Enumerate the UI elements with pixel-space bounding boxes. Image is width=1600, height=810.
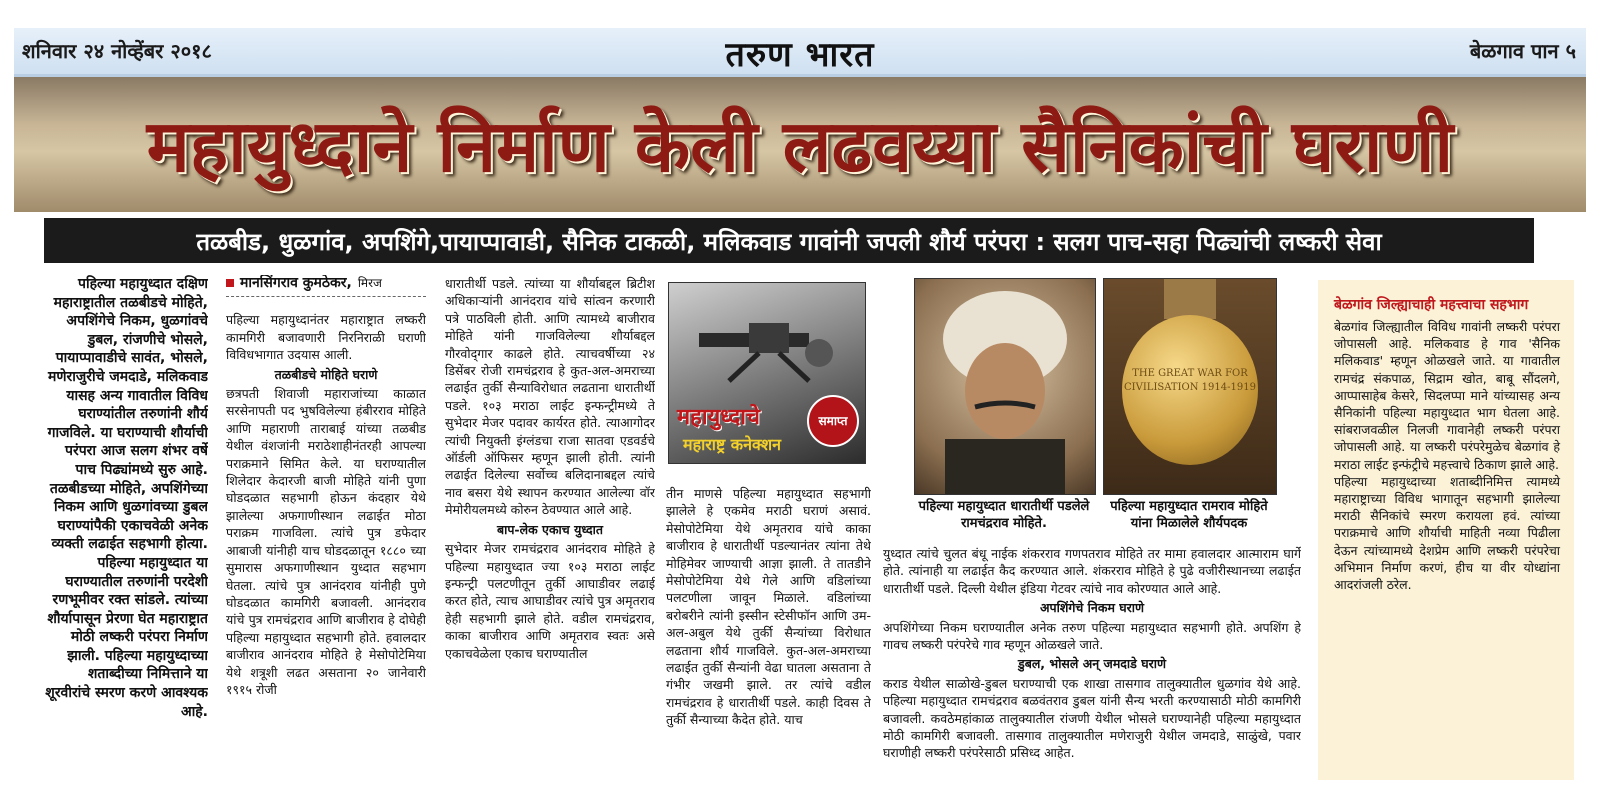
poster-title: महायुध्दाचे: [677, 405, 760, 430]
page-label: बेळगाव पान ५: [1469, 39, 1576, 63]
portrait-icon: [915, 279, 1095, 494]
medal-inscription: THE GREAT WAR FOR CIVILISATION 1914-1919: [1124, 368, 1256, 393]
section-subheading: बाप-लेक एकाच युध्दात: [496, 521, 604, 537]
article-paragraph: युध्दात त्यांचे चुलत बंधू नाईक शंकरराव गणपतराव मोहिते तर मामा हवालदार आत्माराम घार्गे होते. त्यांनाही या लढाईत कैद करण्यात आले. शंकरराव मोहिते हे पुढे वजीरीस्थानच्या लढाईत धारातीर्थी पडले. दिल्ली येथील इंडिया गेटवर त्यांचे नाव कोरण्यात आले आहे.: [883, 546, 1301, 596]
poster-badge: समाप्त: [807, 395, 859, 447]
section-subheading: तळबीडचे मोहिते घराणे: [274, 366, 378, 382]
portrait-photo: [914, 278, 1096, 495]
sidebar-body: [1318, 314, 1574, 593]
article-paragraph: पहिल्या महायुध्दानंतर महाराष्ट्रात लष्करी कामगिरी बजावणारी निरनिराळी घराणी विविधभागात उदयास आली.: [226, 312, 426, 363]
sidebar-title: बेळगांव जिल्ह्याचाही महत्त्वाचा सहभाग: [1334, 297, 1529, 313]
sidebar-paragraph: बेळगांव जिल्ह्यातील विविध गावांनी लष्करी परंपरा जोपासली आहे. मलिकवाड हे गाव 'सैनिक मलिकवाड' म्हणून ओळखले जाते. या गावातील रामचंद्र संकपाळ, सिद्राम खोत, बाबू सौंदलगे, आप्पासाहेब केसरे, सिदलप्पा माने यांच्यासह अन्य सैनिकांनी पहिल्या महायुध्दात भाग घेतला आहे. सांबराजवळील निलजी गावानेही लष्करी परंपरा जोपासली आहे. या लष्करी परंपरेमुळेच बेळगांव हे मराठा लाईट इन्फंट्रीचे महत्त्वाचे ठिकाण झाले आहे.: [1334, 319, 1560, 472]
masthead: [14, 28, 1586, 77]
subheadline: तळबीड, धुळगांव, अपशिंगे,पायाप्पावाडी, सैनिक टाकळी, मलिकवाड गावांनी जपली शौर्य परंपरा : सलग पाच-सहा पिढ्यांची लष्करी सेवा: [196, 228, 1382, 256]
subheadline-bar: [44, 218, 1534, 263]
article-paragraph: धारातीर्थी पडले. त्यांच्या या शौर्याबद्दल ब्रिटीश अधिकाऱ्यांनी आनंदराव यांचे सांत्वन करणारी पत्रे पाठविली होती. आणि त्यामध्ये बाजीराव मोहिते यांनी गाजविलेल्या शौर्याबद्दल गौरवोद्‌गार काढले होते. त्याचवर्षीच्या २४ डिसेंबर रोजी रामचंद्रराव हे कुत-अल-अमराच्या लढाईत तुर्की सैन्याविरोधात लढताना धारातीर्थी पडले. १०३ मराठा लाईट इन्फन्ट्रीमध्ये ते सुभेदार मेजर पदावर कार्यरत होते. त्याआगोदर त्यांची नियुक्ती इंग्लंडचा राजा सातवा एडवर्डचे ऑर्डली ऑफिसर म्हणून झाली होती. त्यांनी लढाईत दिलेल्या सर्वोच्च बलिदानाबद्दल त्यांचे नाव बसरा येथे स्थापन करण्यात आलेल्या वॉर मेमोरीयलमध्ये कोरुन ठेवण्यात आले आहे.: [445, 276, 655, 518]
bullet-icon: [226, 279, 234, 287]
intro-column: [40, 275, 208, 775]
medal-ribbon: [1164, 279, 1216, 319]
article-paragraph: छत्रपती शिवाजी महाराजांच्या काळात सरसेनापती पद भुषविलेल्या हंबीरराव मोहिते आणि महाराणी ताराबाई यांच्या तळबीड येथील वंशजांनी मराठेशाहीनंतरही आपल्या पराक्रमाने सिमित केले. या घराण्यातील शिलेदार केदारजी बाजी मोहिते यांनी पुणा घोडदळात सहभागी होऊन कंदहार येथे झालेल्या अफगाणीस्थान लढाईत मोठा पराक्रम गाजविला. त्यांचे पुत्र डफेदार आबाजी यांनीही याच घोडदळातून १८८० च्या सुमारास अफगाणीस्थान युध्दात सहभाग घेतला. त्यांचे पुत्र आनंदराव यांनीही पुणे घोडदळात कामगिरी बजावली. आनंदराव यांचे पुत्र रामचंद्रराव आणि बाजीराव हे दोघेही पहिल्या महायुध्दात सहभागी होते. हवालदार बाजीराव आनंदराव मोहिते हे मेसोपोटेमिया येथे शत्रूशी लढत असताना २० जानेवारी १९१५ रोजी: [226, 386, 426, 697]
byline-place: मिरज: [357, 276, 382, 290]
medal-caption: पहिल्या महायुध्दात रामराव मोहिते यांना मिळालेले शौर्यपदक: [1110, 499, 1268, 531]
headline-banner: [14, 77, 1586, 212]
intro-text: पहिल्या महायुध्दात दक्षिण महाराष्ट्रातील तळबीडचे मोहिते, अपशिंगेचे निकम, धुळगांवचे डुबल, रांजणीचे भोसले, पायाप्पावाडीचे सावंत, भोसले, मणेराजुरीचे जमदाडे, मलिकवाड यासह अन्य गावातील विविध घराण्यांतील तरुणांनी शौर्य गाजविले. या घराण्याची शौर्याची परंपरा आज सलग शंभर वर्षे पाच पिढ्यांमध्ये सुरु आहे. तळबीडच्या मोहिते, अपशिंगेच्या निकम आणि धुळगांवच्या डुबल घराण्यांपैकी एकाचवेळी अनेक व्यक्ती लढाईत सहभागी होत्या. पहिल्या महायुध्दात या घराण्यातील तरुणांनी परदेशी रणभूमीवर रक्त सांडले. त्यांच्या शौर्यापासून प्रेरणा घेत महाराष्ट्रात मोठी लष्करी परंपरा निर्माण झाली. पहिल्या महायुध्दाच्या शताब्दीच्या निमित्ताने या शूरवीरांचे स्मरण करणे आवश्यक आहे.: [45, 276, 208, 720]
newspaper-title: तरुण भारत: [725, 35, 875, 75]
section-subheading: डुबल, भोसले अन् जमदाडे घराणे: [1018, 656, 1166, 672]
byline-author: मानसिंगराव कुमठेकर,: [240, 275, 352, 291]
series-poster-image: [668, 282, 866, 464]
section-subheading: अपशिंगेचे निकम घराणे: [1039, 600, 1145, 616]
article-column-3: [666, 485, 871, 785]
machine-gun-icon: [689, 313, 839, 383]
medal-photo: [1103, 278, 1277, 495]
poster-subtitle: महाराष्ट्र कनेक्शन: [683, 435, 782, 454]
article-column-1: [226, 275, 426, 785]
article-paragraph: सुभेदार मेजर रामचंद्रराव आनंदराव मोहिते हे पहिल्या महायुध्दात ज्या १०३ मराठा लाईट इन्फन्ट्री पलटणीतून तुर्की आघाडीवर लढाई करत होते, त्याच आघाडीवर त्यांचे पुत्र अमृतराव हेही सहभागी झाले होते. वडील रामचंद्रराव, काका बाजीराव आणि अमृतराव स्वतः असे एकाचवेळेला एकाच घराण्यातील: [445, 541, 655, 661]
portrait-caption: पहिल्या महायुध्दात धारातीर्थी पडलेले रामचंद्रराव मोहिते.: [918, 499, 1090, 531]
issue-date: शनिवार २४ नोव्हेंबर २०१८: [22, 39, 212, 63]
article-paragraph: अपशिंगेच्या निकम घराण्यातील अनेक तरुण पहिल्या महायुध्दात सहभागी होते. अपशिंग हे गावच लष्करी परंपरेचे गाव म्हणून ओळखले जाते.: [883, 619, 1301, 653]
sidebar-box: [1318, 280, 1574, 780]
article-column-2: [445, 275, 655, 785]
sidebar-paragraph: पहिल्या महायुध्दाच्या शताब्दीनिमित्त त्यामध्ये महाराष्ट्राच्या विविध भागातून सहभागी झालेल्या मराठी सैनिकांचे स्मरण करायला हवं. त्यांच्या पराक्रमाचे आणि शौर्याची माहिती नव्या पिढीला देऊन त्यांच्यामध्ये देशप्रेम आणि लष्करी परंपरेचा अभिमान निर्माण करणं, हीच या वीर योध्द्यांना आदरांजली ठरेल.: [1334, 473, 1560, 593]
medal-icon: [1122, 315, 1258, 465]
article-paragraph: तीन माणसे पहिल्या महायुध्दात सहभागी झालेले हे एकमेव मराठी घराणं असावं. मेसोपोटेमिया येथे अमृतराव यांचे काका बाजीराव हे धारातीर्थी पडल्यानंतर त्यांना तेथे मोहिमेवर जाण्याची आज्ञा झाली. ते तातडीने मेसोपोटेमिया येथे गेले आणि वडिलांच्या पलटणीला जावून मिळाले. वडिलांच्या बरोबरीने त्यांनी इस्सीन स्टेसीफॉन आणि उम-अल-अबुल येथे तुर्की सैन्यांच्या विरोधात लढताना शौर्य गाजविले. कुत-अल-अमराच्या लढाईत तुर्की सैन्यांनी वेढा घातला असताना ते गंभीर जखमी झाले. तर त्यांचे वडील रामचंद्रराव हे धारातीर्थी पडले. काही दिवस ते तुर्की सैन्याच्या कैदेत होते. याच: [666, 486, 871, 728]
article-column-4: [883, 545, 1301, 785]
article-paragraph: कराड येथील साळोखे-डुबल घराण्याची एक शाखा तासगाव तालुक्यातील धुळगांव येथे आहे. पहिल्या महायुध्दात रामचंद्रराव बळवंतराव डुबल यांनी सैन्य भरती करण्यासाठी मोठी कामगिरी बजावली. कवठेमहांकाळ तालुक्यातील रांजणी येथील भोसले घराण्यानेही पहिल्या महायुध्दात मोठी कामगिरी बजावली. तासगाव तालुक्यातील मणेराजुरी येथील जमदाडे, साळुंखे, पवार घराणीही लष्करी परंपरेसाठी प्रसिध्द आहेत.: [883, 675, 1301, 761]
byline: [226, 275, 426, 297]
headline: महायुध्दाने निर्माण केली लढवय्या सैनिकांची घराणी: [146, 104, 1454, 188]
